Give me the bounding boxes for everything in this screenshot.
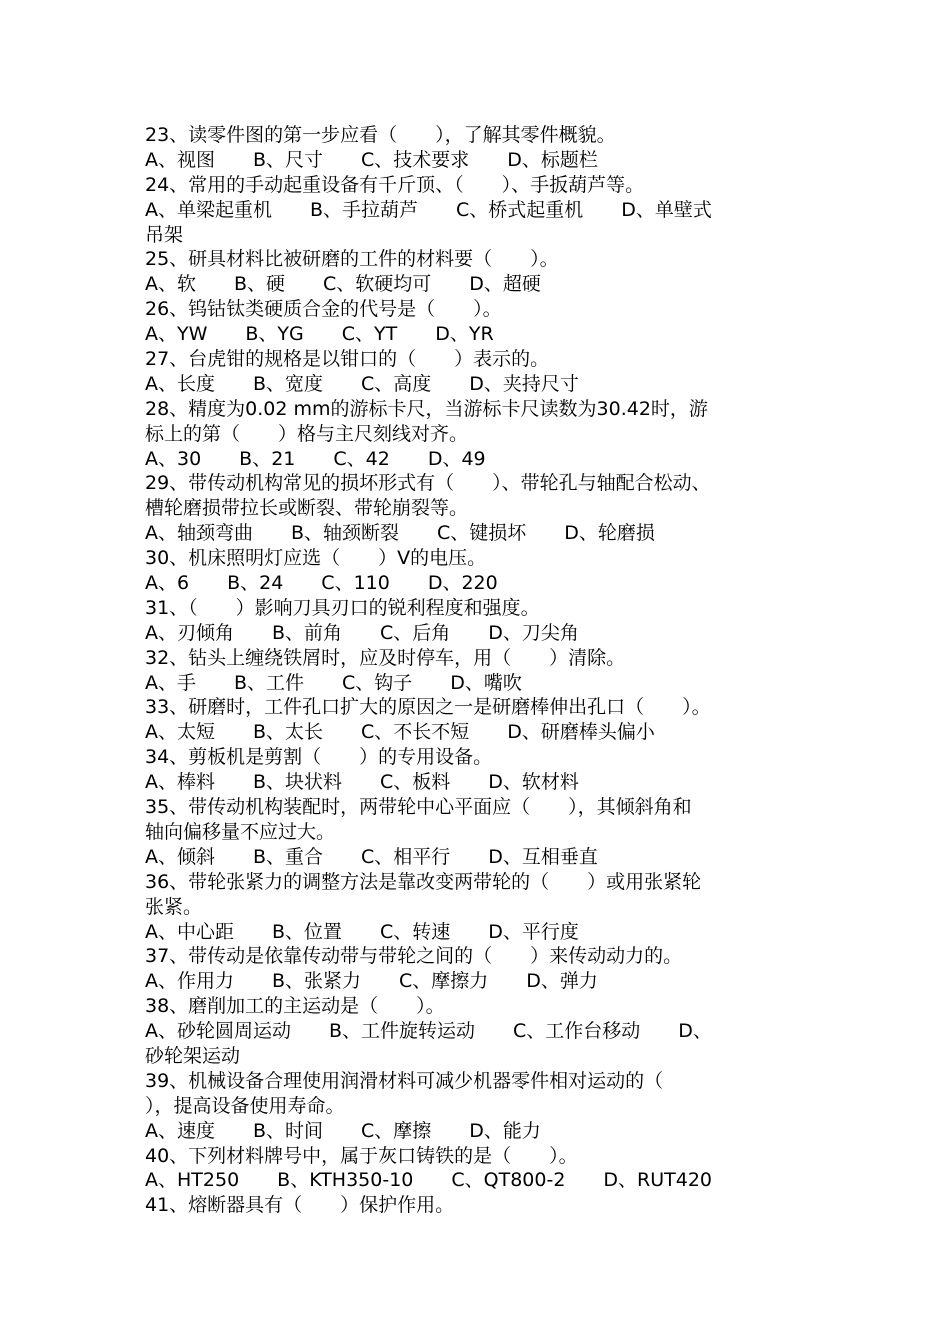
text-line: 28、精度为0.02 mm的游标卡尺，当游标卡尺读数为30.42时，游 bbox=[145, 397, 708, 420]
text-line: 张紧。 bbox=[145, 895, 203, 918]
text-line: 31、（ ）影响刀具刃口的锐利程度和强度。 bbox=[145, 596, 540, 619]
text-line: 轴向偏移量不应过大。 bbox=[145, 820, 336, 843]
text-line: 40、下列材料牌号中，属于灰口铸铁的是（ ）。 bbox=[145, 1144, 578, 1167]
text-line: 37、带传动是依靠传动带与带轮之间的（ ）来传动动力的。 bbox=[145, 945, 683, 968]
text-line: A、砂轮圆周运动 B、工件旋转运动 C、工作台移动 D、 bbox=[145, 1020, 712, 1043]
text-line: 槽轮磨损带拉长或断裂、带轮崩裂等。 bbox=[145, 497, 469, 520]
text-line: A、YW B、YG C、YT D、YR bbox=[145, 323, 494, 346]
text-line: A、长度 B、宽度 C、高度 D、夹持尺寸 bbox=[145, 372, 579, 395]
text-line: 砂轮架运动 bbox=[145, 1044, 241, 1067]
text-line: A、HT250 B、KTH350-10 C、QT800-2 D、RUT420 bbox=[145, 1169, 713, 1192]
text-line: 35、带传动机构装配时，两带轮中心平面应（ ），其倾斜角和 bbox=[145, 796, 692, 819]
text-line: 吊架 bbox=[145, 223, 184, 246]
text-line: 32、钻头上缠绕铁屑时，应及时停车，用（ ）清除。 bbox=[145, 646, 626, 669]
text-line: A、30 B、21 C、42 D、49 bbox=[145, 447, 486, 470]
text-line: A、倾斜 B、重合 C、相平行 D、互相垂直 bbox=[145, 845, 598, 868]
text-line: 38、磨削加工的主运动是（ ）。 bbox=[145, 995, 445, 1018]
text-line: A、单梁起重机 B、手拉葫芦 C、桥式起重机 D、单壁式 bbox=[145, 198, 712, 221]
text-line: 23、读零件图的第一步应看（ ），了解其零件概貌。 bbox=[145, 124, 616, 146]
text-line: 26、钨钴钛类硬质合金的代号是（ ）。 bbox=[145, 298, 502, 321]
text-line: A、6 B、24 C、110 D、220 bbox=[145, 572, 498, 595]
text-line: A、太短 B、太长 C、不长不短 D、研磨棒头偏小 bbox=[145, 721, 655, 744]
text-line: A、棒料 B、块状料 C、板料 D、软材料 bbox=[145, 771, 579, 794]
text-line: ），提高设备使用寿命。 bbox=[145, 1094, 345, 1117]
text-line: 34、剪板机是剪割（ ）的专用设备。 bbox=[145, 746, 493, 769]
text-line: 标上的第（ ）格与主尺刻线对齐。 bbox=[145, 422, 469, 445]
text-line: 39、机械设备合理使用润滑材料可减少机器零件相对运动的（ bbox=[145, 1069, 664, 1092]
text-line: 27、台虎钳的规格是以钳口的（ ）表示的。 bbox=[145, 348, 550, 371]
text-line: 25、研具材料比被研磨的工件的材料要（ ）。 bbox=[145, 248, 559, 271]
text-line: 30、机床照明灯应选（ ）V的电压。 bbox=[145, 547, 487, 570]
text-line: A、速度 B、时间 C、摩擦 D、能力 bbox=[145, 1119, 541, 1142]
document-page bbox=[145, 123, 825, 1218]
text-line: 24、常用的手动起重设备有千斤顶、（ ）、手扳葫芦等。 bbox=[145, 173, 645, 196]
text-line: A、轴颈弯曲 B、轴颈断裂 C、键损坏 D、轮磨损 bbox=[145, 522, 655, 545]
text-line: 41、熔断器具有（ ）保护作用。 bbox=[145, 1194, 455, 1217]
text-line: A、视图 B、尺寸 C、技术要求 D、标题栏 bbox=[145, 148, 598, 171]
text-line: A、中心距 B、位置 C、转速 D、平行度 bbox=[145, 920, 579, 943]
text-line: A、刃倾角 B、前角 C、后角 D、刀尖角 bbox=[145, 621, 579, 644]
text-line: A、作用力 B、张紧力 C、摩擦力 D、弹力 bbox=[145, 970, 598, 993]
text-line: 36、带轮张紧力的调整方法是靠改变两带轮的（ ）或用张紧轮 bbox=[145, 870, 702, 893]
text-line: A、手 B、工件 C、钩子 D、嘴吹 bbox=[145, 671, 522, 694]
text-line: A、软 B、硬 C、软硬均可 D、超硬 bbox=[145, 273, 541, 296]
text-line: 33、研磨时，工件孔口扩大的原因之一是研磨棒伸出孔口（ ）。 bbox=[145, 696, 711, 719]
text-line: 29、带传动机构常见的损坏形式有（ ）、带轮孔与轴配合松动、 bbox=[145, 472, 711, 495]
